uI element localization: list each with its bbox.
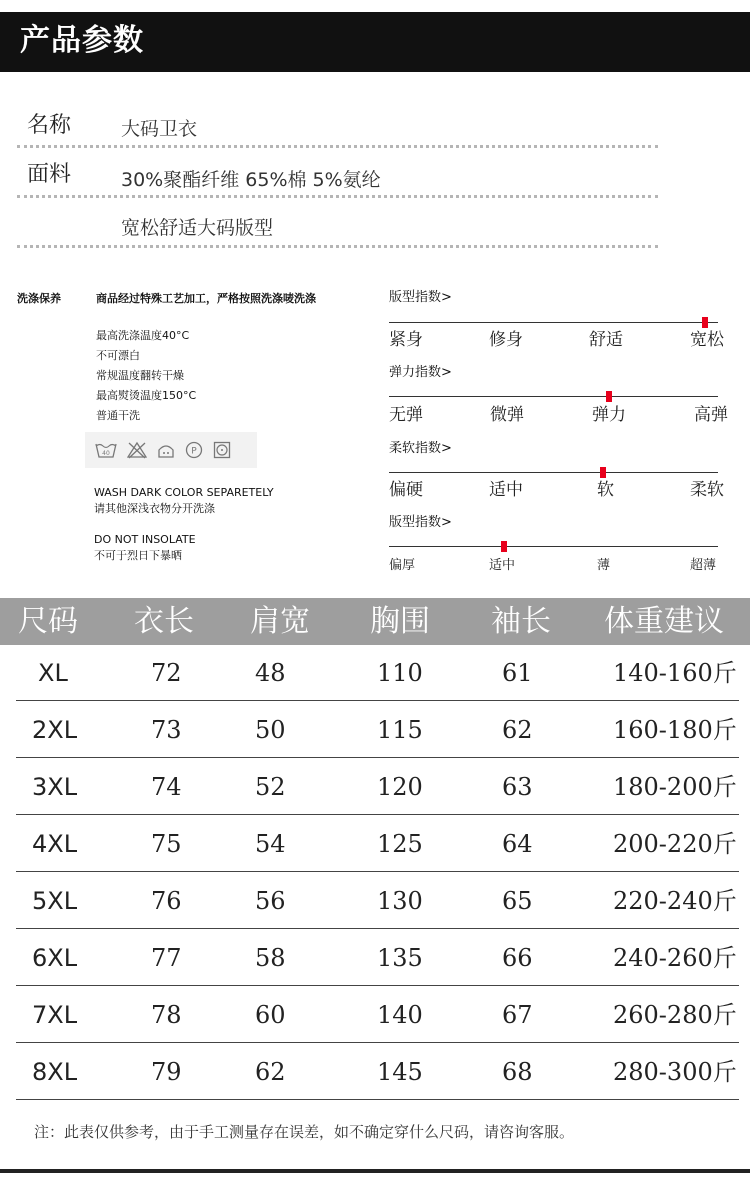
table-cell: XL [38,659,68,687]
index-title: 版型指数> [389,290,452,305]
table-cell: 75 [151,830,182,858]
table-cell: 160-180斤 [613,716,737,744]
index-scale-line [389,546,718,547]
care-item: 常规温度翻转干燥 [96,369,184,382]
care-item: 最高洗涤温度40°C [96,329,190,342]
dotted-divider [17,145,658,148]
tumble-dry-low-icon [213,441,231,459]
index-title: 版型指数> [389,515,452,530]
care-intro: 商品经过特殊工艺加工，严格按照洗涤唛洗涤 [96,292,316,305]
index-label: 修身 [489,330,523,350]
table-cell: 60 [255,1001,286,1029]
header-bar [0,12,750,72]
dotted-divider [17,195,658,198]
spec-label-fabric: 面料 [27,162,72,187]
table-cell: 130 [377,887,423,915]
wash-40-icon [95,441,117,459]
bottom-divider [0,1169,750,1173]
table-row-divider [16,757,739,758]
footnote: 注：此表仅供参考，由于手工测量存在误差，如不确定穿什么尺码，请咨询客服。 [34,1123,575,1141]
table-row-divider [16,985,739,986]
page-title: 产品参数 [20,23,144,58]
table-cell: 56 [255,887,286,915]
table-cell: 180-200斤 [613,773,737,801]
index-label: 舒适 [589,330,623,350]
dotted-divider [17,245,658,248]
column-header-sleeve: 袖长 [491,604,551,639]
spec-label-name: 名称 [27,113,72,138]
table-row-divider [16,1042,739,1043]
index-label: 偏硬 [389,480,423,500]
index-label: 超薄 [690,558,717,573]
warning-separate-cn: 请其他深浅衣物分开洗涤 [94,502,215,515]
spec-value-name: 大码卫衣 [121,118,198,140]
table-cell: 52 [255,773,286,801]
table-cell: 66 [502,944,533,972]
table-cell: 79 [151,1058,182,1086]
table-cell: 68 [502,1058,533,1086]
table-cell: 8XL [32,1058,78,1086]
table-cell: 135 [377,944,423,972]
spec-value-fit: 宽松舒适大码版型 [121,217,274,239]
no-bleach-icon [127,441,147,459]
index-marker [606,391,612,402]
table-cell: 115 [377,716,423,744]
index-label: 软 [597,480,614,500]
column-header-size: 尺码 [18,604,78,639]
wash-temp-text: 40 [102,450,110,457]
table-cell: 76 [151,887,182,915]
index-scale-line [389,472,718,473]
column-header-shoulder: 肩宽 [250,604,310,639]
table-cell: 67 [502,1001,533,1029]
table-cell: 50 [255,716,286,744]
index-scale-line [389,322,718,323]
warning-sun-cn: 不可于烈日下暴晒 [94,549,182,562]
table-cell: 74 [151,773,182,801]
care-item: 不可漂白 [96,349,140,362]
table-cell: 260-280斤 [613,1001,737,1029]
index-label: 宽松 [690,330,724,350]
column-header-chest: 胸围 [370,604,430,639]
table-cell: 54 [255,830,286,858]
warning-sun-en: DO NOT INSOLATE [94,533,196,546]
index-label: 弹力 [592,405,626,425]
index-label: 适中 [489,558,516,573]
table-cell: 200-220斤 [613,830,737,858]
column-header-weight: 体重建议 [604,604,724,639]
table-cell: 48 [255,659,286,687]
index-label: 适中 [489,480,523,500]
index-label: 偏厚 [389,558,416,573]
table-cell: 58 [255,944,286,972]
index-label: 高弹 [694,405,728,425]
table-row-divider [16,814,739,815]
table-cell: 125 [377,830,423,858]
tumble-dry-icon [157,441,175,459]
care-item: 最高熨烫温度150°C [96,389,197,402]
table-row-divider [16,1099,739,1100]
table-cell: 72 [151,659,182,687]
table-cell: 280-300斤 [613,1058,737,1086]
table-cell: 220-240斤 [613,887,737,915]
table-cell: 140 [377,1001,423,1029]
table-cell: 5XL [32,887,78,915]
table-cell: 63 [502,773,533,801]
table-row-divider [16,928,739,929]
index-title: 柔软指数> [389,441,452,456]
table-cell: 61 [502,659,533,687]
care-icons-panel [85,432,257,468]
dry-clean-p-icon [185,441,203,459]
index-label: 微弹 [490,405,524,425]
dry-clean-text: P [191,446,197,457]
warning-separate-en: WASH DARK COLOR SEPARETELY [94,486,274,499]
column-header-length: 衣长 [134,604,194,639]
table-cell: 62 [255,1058,286,1086]
table-cell: 73 [151,716,182,744]
index-label: 紧身 [389,330,423,350]
index-label: 柔软 [690,480,724,500]
table-cell: 7XL [32,1001,78,1029]
index-label: 薄 [597,558,611,573]
index-scale-line [389,396,718,397]
table-cell: 145 [377,1058,423,1086]
table-cell: 6XL [32,944,78,972]
table-cell: 65 [502,887,533,915]
index-marker [600,467,606,478]
table-cell: 77 [151,944,182,972]
care-item: 普通干洗 [96,409,140,422]
table-cell: 120 [377,773,423,801]
table-cell: 62 [502,716,533,744]
table-row-divider [16,871,739,872]
index-marker [702,317,708,328]
table-cell: 2XL [32,716,78,744]
table-cell: 3XL [32,773,78,801]
table-cell: 110 [377,659,423,687]
table-cell: 240-260斤 [613,944,737,972]
table-cell: 78 [151,1001,182,1029]
spec-value-fabric: 30%聚酯纤维 65%棉 5%氨纶 [121,169,381,191]
index-marker [501,541,507,552]
index-title: 弹力指数> [389,365,452,380]
table-cell: 140-160斤 [613,659,737,687]
table-row-divider [16,700,739,701]
care-title: 洗涤保养 [17,292,61,305]
table-cell: 4XL [32,830,78,858]
care-instructions [96,326,196,426]
index-label: 无弹 [389,405,423,425]
table-cell: 64 [502,830,533,858]
